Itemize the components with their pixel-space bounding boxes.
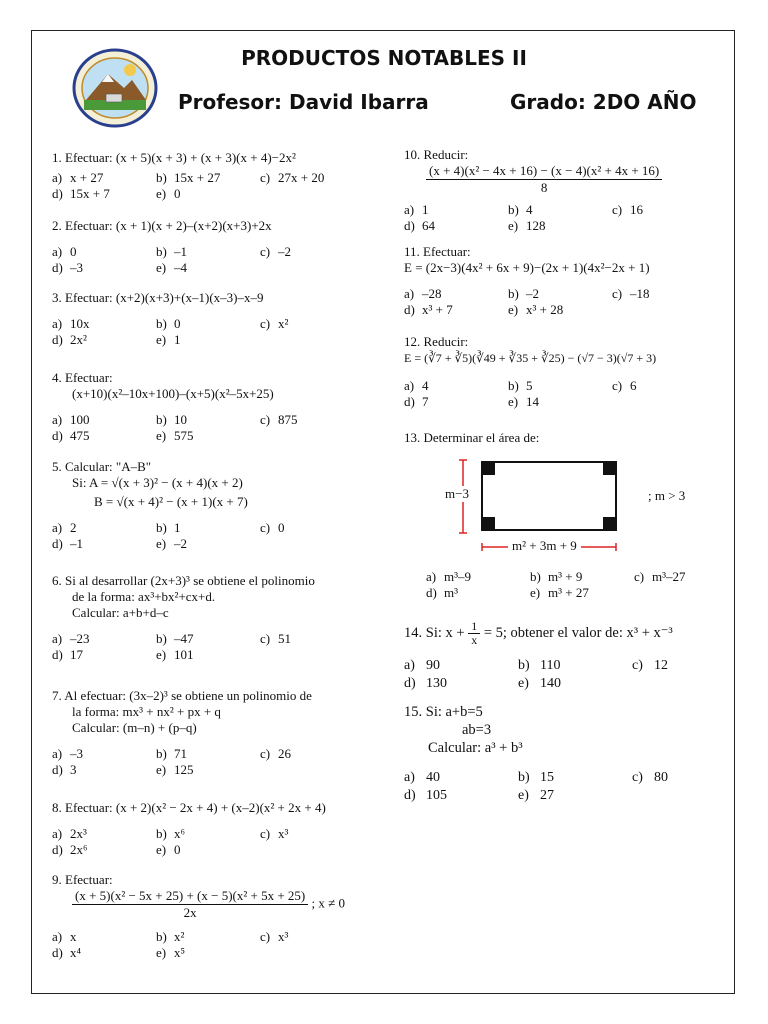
problem-11	[404, 244, 690, 318]
option-letter: b)	[518, 770, 530, 785]
option-letter: b)	[518, 658, 530, 673]
problem-number: 11.	[404, 244, 420, 259]
option-value: 0	[174, 186, 181, 201]
fraction-denominator: 2x	[183, 905, 197, 920]
option-letter: c)	[260, 631, 271, 646]
option-letter: d)	[52, 332, 63, 347]
option-value: 125	[174, 762, 194, 777]
option-value: 105	[426, 788, 447, 803]
problem-statement: Efectuar: (x+2)(x+3)+(x–1)(x–3)–x–9	[65, 290, 264, 305]
option-value: 130	[426, 676, 447, 691]
problem-1	[52, 150, 358, 202]
option-value: x³	[278, 826, 289, 841]
problem-expression: B = √(x + 4)² − (x + 1)(x + 7)	[94, 494, 248, 509]
fraction-numerator: (x + 4)(x² − 4x + 16) − (x − 4)(x² + 4x + 16)	[426, 163, 662, 180]
problem-statement: Efectuar:	[65, 872, 113, 887]
option-value: x + 27	[70, 170, 104, 185]
problem-statement: Efectuar: (x + 5)(x + 3) + (x + 3)(x + 4)−2x²	[65, 150, 296, 165]
fraction	[72, 888, 308, 921]
option-value: 4	[526, 202, 533, 217]
option-value: x⁴	[70, 945, 82, 960]
option-value: 17	[70, 647, 83, 662]
option-value: m³	[444, 585, 459, 600]
problem-expression: de la forma: ax³+bx²+cx+d.	[72, 589, 216, 604]
option-letter: c)	[260, 412, 271, 427]
option-value: 140	[540, 676, 561, 691]
problem-7	[52, 688, 358, 778]
option-value: –1	[70, 536, 83, 551]
option-value: 51	[278, 631, 291, 646]
option-letter: d)	[52, 186, 63, 201]
fraction	[468, 620, 480, 647]
problem-statement-rest: = 5; obtener el valor de: x³ + x⁻³	[480, 624, 673, 641]
option-letter: c)	[260, 520, 271, 535]
option-value: m³–9	[444, 569, 472, 584]
problem-statement: Efectuar: (x + 2)(x² − 2x + 4) + (x–2)(x² + 2x + 4)	[65, 800, 326, 815]
option-letter: a)	[52, 170, 63, 185]
problem-number: 12.	[404, 334, 421, 349]
rectangle-shape	[482, 462, 616, 530]
problem-number: 7.	[52, 688, 62, 703]
problem-12	[404, 334, 690, 410]
option-value: 64	[422, 218, 435, 233]
problem-10	[404, 147, 690, 234]
problem-number: 2.	[52, 218, 62, 233]
fraction-denominator: x	[471, 633, 478, 647]
option-letter: d)	[426, 585, 437, 600]
fraction-numerator: 1	[468, 620, 480, 634]
option-value: –3	[70, 746, 83, 761]
option-letter: b)	[156, 520, 167, 535]
option-letter: c)	[260, 826, 271, 841]
option-value: 27x + 20	[278, 170, 325, 185]
option-value: 27	[540, 788, 554, 803]
option-letter: b)	[156, 170, 167, 185]
problem-statement: Efectuar:	[65, 370, 113, 385]
option-letter: a)	[52, 631, 63, 646]
option-value: 5	[526, 378, 533, 393]
option-value: –4	[174, 260, 187, 275]
problem-number: 15.	[404, 704, 423, 720]
grade-label: Grado: 2DO AÑO	[510, 90, 697, 114]
option-value: 2	[70, 520, 77, 535]
problem-expression: E = (∛7 + ∛5)(∛49 + ∛35 + ∛25) − (√7 − 3)(√7 + 3)	[404, 351, 657, 365]
problem-number: 8.	[52, 800, 62, 815]
problem-expression: E = (2x−3)(4x² + 6x + 9)−(2x + 1)(4x²−2x + 1)	[404, 260, 650, 275]
option-letter: e)	[508, 302, 519, 317]
problem-statement: Reducir:	[423, 147, 469, 162]
option-letter: d)	[52, 762, 63, 777]
problem-expression: Si: A = √(x + 3)² − (x + 4)(x + 2)	[72, 475, 243, 490]
option-value: –1	[174, 244, 187, 259]
option-value: x	[70, 929, 77, 944]
option-value: –2	[174, 536, 187, 551]
condition: ; x ≠ 0	[311, 895, 345, 911]
fraction-numerator: (x + 5)(x² − 5x + 25) + (x − 5)(x² + 5x + 25)	[72, 888, 308, 905]
option-letter: c)	[612, 286, 623, 301]
option-letter: b)	[156, 244, 167, 259]
option-letter: a)	[52, 929, 63, 944]
problem-statement: Determinar el área de:	[423, 430, 540, 445]
problem-number: 5.	[52, 459, 62, 474]
problem-13	[404, 430, 539, 446]
option-letter: b)	[156, 316, 167, 331]
problem-13-options	[426, 569, 712, 601]
problem-statement: Si: x +	[425, 624, 469, 641]
option-letter: b)	[530, 569, 541, 584]
option-letter: d)	[404, 218, 415, 233]
option-value: 0	[174, 842, 181, 857]
problem-expression: (x+10)(x²–10x+100)–(x+5)(x²–5x+25)	[72, 386, 274, 401]
problem-statement: Si al desarrollar (2x+3)³ se obtiene el polinomio	[65, 573, 315, 588]
problem-number: 13.	[404, 430, 421, 445]
problem-number: 14.	[404, 624, 423, 641]
option-letter: a)	[404, 658, 415, 673]
option-value: 875	[278, 412, 298, 427]
problem-3	[52, 290, 358, 348]
option-value: –2	[526, 286, 539, 301]
problem-8	[52, 800, 358, 858]
option-letter: e)	[156, 945, 167, 960]
option-value: –2	[278, 244, 291, 259]
option-value: 1	[174, 520, 181, 535]
option-letter: e)	[156, 842, 167, 857]
option-value: 0	[70, 244, 77, 259]
option-letter: e)	[156, 332, 167, 347]
option-value: 2x³	[70, 826, 87, 841]
option-value: x³ + 7	[422, 302, 453, 317]
option-value: x³	[278, 929, 289, 944]
option-letter: d)	[52, 647, 63, 662]
option-value: m³ + 9	[548, 569, 583, 584]
option-letter: b)	[508, 286, 519, 301]
option-value: 16	[630, 202, 643, 217]
problem-9	[52, 872, 358, 961]
option-letter: e)	[518, 788, 529, 803]
option-value: 3	[70, 762, 77, 777]
option-letter: d)	[404, 676, 416, 691]
option-value: 71	[174, 746, 187, 761]
option-value: 1	[422, 202, 429, 217]
option-value: 15x + 7	[70, 186, 110, 201]
problem-expression: la forma: mx³ + nx² + px + q	[72, 704, 221, 719]
option-letter: a)	[426, 569, 437, 584]
option-letter: a)	[52, 316, 63, 331]
option-letter: d)	[52, 428, 63, 443]
option-letter: b)	[156, 929, 167, 944]
teacher-name: Profesor: David Ibarra	[178, 90, 429, 114]
option-value: –28	[422, 286, 442, 301]
option-value: 101	[174, 647, 194, 662]
option-letter: c)	[632, 658, 643, 673]
option-value: m³ + 27	[548, 585, 589, 600]
option-value: 10x	[70, 316, 90, 331]
page-title: PRODUCTOS NOTABLES II	[241, 46, 527, 70]
fraction-denominator: 8	[540, 180, 548, 195]
problem-5	[52, 459, 358, 552]
option-value: 0	[278, 520, 285, 535]
problem-6	[52, 573, 358, 663]
option-letter: d)	[52, 536, 63, 551]
option-value: 1	[174, 332, 181, 347]
option-letter: c)	[260, 929, 271, 944]
option-letter: c)	[260, 746, 271, 761]
corner-mark	[482, 462, 495, 475]
option-value: 26	[278, 746, 291, 761]
option-value: 128	[526, 218, 546, 233]
option-letter: a)	[52, 520, 63, 535]
option-value: 15x + 27	[174, 170, 221, 185]
problem-14	[404, 620, 714, 693]
option-value: x²	[174, 929, 185, 944]
option-letter: d)	[404, 788, 416, 803]
option-value: 2x²	[70, 332, 87, 347]
option-value: 475	[70, 428, 90, 443]
problem-statement: Reducir:	[423, 334, 469, 349]
option-value: 0	[174, 316, 181, 331]
option-letter: a)	[404, 770, 415, 785]
bottom-label: m² + 3m + 9	[508, 538, 581, 554]
option-letter: a)	[52, 412, 63, 427]
option-value: x⁵	[174, 945, 186, 960]
option-letter: e)	[156, 260, 167, 275]
option-value: –23	[70, 631, 90, 646]
option-value: 110	[540, 658, 561, 673]
problem-number: 4.	[52, 370, 62, 385]
option-letter: e)	[508, 394, 519, 409]
problem-number: 1.	[52, 150, 62, 165]
option-value: 2x⁶	[70, 842, 88, 857]
option-value: 90	[426, 658, 440, 673]
corner-mark	[603, 517, 616, 530]
option-letter: b)	[156, 631, 167, 646]
option-letter: a)	[52, 746, 63, 761]
option-value: 7	[422, 394, 429, 409]
option-letter: c)	[612, 378, 623, 393]
option-letter: c)	[260, 316, 271, 331]
option-value: x⁶	[174, 826, 186, 841]
problem-expression: Calcular: a³ + b³	[428, 740, 523, 756]
option-letter: a)	[52, 244, 63, 259]
option-letter: e)	[518, 676, 529, 691]
option-letter: e)	[156, 536, 167, 551]
option-value: 575	[174, 428, 194, 443]
option-letter: a)	[404, 286, 415, 301]
option-letter: c)	[634, 569, 645, 584]
option-value: m³–27	[652, 569, 686, 584]
problem-number: 9.	[52, 872, 62, 887]
option-letter: d)	[52, 945, 63, 960]
option-letter: e)	[156, 428, 167, 443]
option-letter: a)	[52, 826, 63, 841]
option-letter: d)	[52, 260, 63, 275]
option-letter: b)	[508, 202, 519, 217]
option-letter: c)	[260, 244, 271, 259]
option-value: –47	[174, 631, 194, 646]
problem-expression: Calcular: (m–n) + (p–q)	[72, 720, 197, 735]
corner-mark	[603, 462, 616, 475]
option-letter: e)	[156, 762, 167, 777]
fraction	[426, 163, 662, 196]
problem-statement: Si: a+b=5	[425, 704, 483, 720]
option-letter: d)	[404, 302, 415, 317]
option-letter: b)	[156, 412, 167, 427]
option-letter: d)	[52, 842, 63, 857]
rectangle-figure	[440, 455, 730, 555]
problem-expression: Calcular: a+b+d–c	[72, 605, 169, 620]
problem-statement: Efectuar:	[423, 244, 471, 259]
option-letter: e)	[530, 585, 541, 600]
problem-statement: Efectuar: (x + 1)(x + 2)–(x+2)(x+3)+2x	[65, 218, 272, 233]
option-value: –18	[630, 286, 650, 301]
option-letter: d)	[404, 394, 415, 409]
problem-expression: ab=3	[462, 722, 492, 738]
problem-statement: Al efectuar: (3x–2)³ se obtiene un polinomio de	[64, 688, 312, 703]
option-letter: b)	[156, 746, 167, 761]
option-letter: c)	[632, 770, 643, 785]
option-value: 12	[654, 658, 668, 673]
problem-number: 10.	[404, 147, 421, 162]
option-value: 80	[654, 770, 668, 785]
option-value: x²	[278, 316, 289, 331]
option-value: 14	[526, 394, 539, 409]
option-value: 15	[540, 770, 554, 785]
option-letter: b)	[508, 378, 519, 393]
option-value: 6	[630, 378, 637, 393]
option-value: –3	[70, 260, 83, 275]
problem-number: 6.	[52, 573, 62, 588]
option-value: x³ + 28	[526, 302, 564, 317]
option-value: 100	[70, 412, 90, 427]
problem-2	[52, 218, 358, 276]
corner-mark	[482, 517, 495, 530]
problem-4	[52, 370, 358, 444]
side-label: m−3	[445, 486, 469, 501]
option-value: 10	[174, 412, 187, 427]
option-letter: a)	[404, 378, 415, 393]
option-value: 40	[426, 770, 440, 785]
problem-statement: Calcular: "A–B"	[65, 459, 152, 474]
option-letter: a)	[404, 202, 415, 217]
option-letter: b)	[156, 826, 167, 841]
option-value: 4	[422, 378, 429, 393]
option-letter: e)	[156, 186, 167, 201]
option-letter: c)	[260, 170, 271, 185]
option-letter: e)	[508, 218, 519, 233]
problem-number: 3.	[52, 290, 62, 305]
option-letter: e)	[156, 647, 167, 662]
option-letter: c)	[612, 202, 623, 217]
problem-15	[404, 703, 714, 805]
condition: ; m > 3	[648, 488, 686, 503]
